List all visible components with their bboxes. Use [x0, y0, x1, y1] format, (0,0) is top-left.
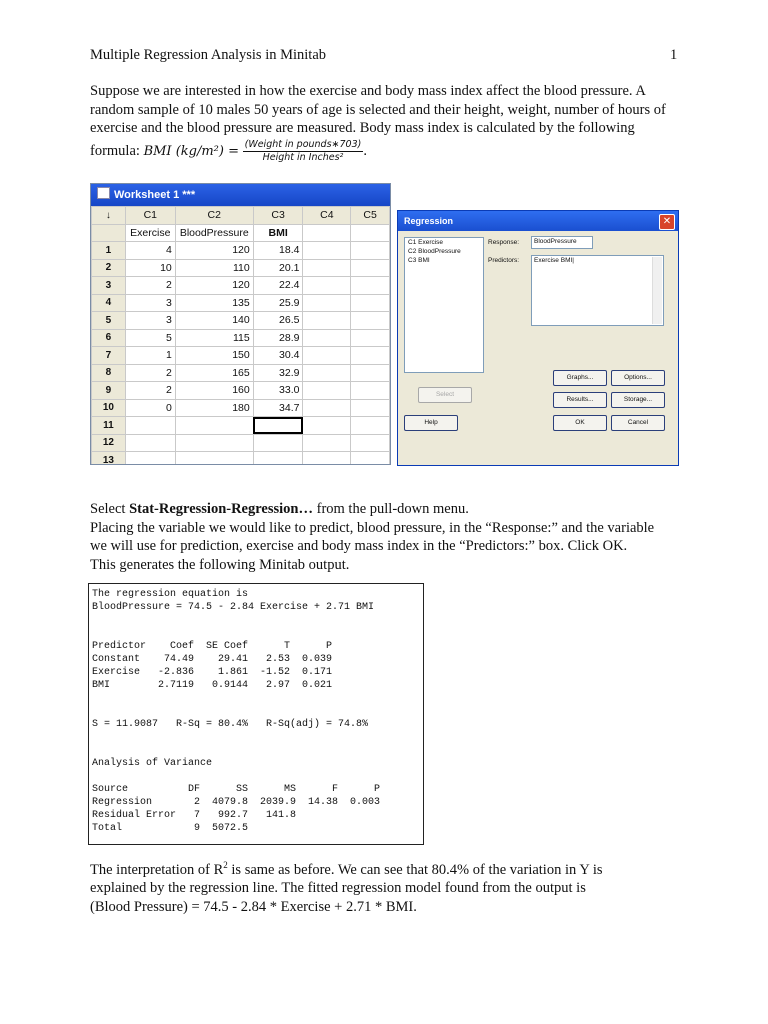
- variable-item[interactable]: C1 Exercise: [408, 239, 444, 246]
- cell-c5[interactable]: [351, 294, 390, 312]
- cell-c5[interactable]: [351, 364, 390, 382]
- response-label: Response:: [488, 239, 520, 246]
- cell-c4[interactable]: [303, 294, 351, 312]
- cell-c4[interactable]: [303, 242, 351, 260]
- cell-bloodpressure[interactable]: 135: [175, 294, 253, 312]
- row-header[interactable]: 7: [92, 347, 126, 365]
- row-header[interactable]: 8: [92, 364, 126, 382]
- cell-bmi[interactable]: 20.1: [253, 259, 303, 277]
- cell-exercise[interactable]: 5: [125, 329, 175, 347]
- cell-bmi[interactable]: 33.0: [253, 382, 303, 400]
- cell-exercise[interactable]: [125, 452, 175, 466]
- cell-bmi[interactable]: [253, 434, 303, 452]
- worksheet-icon: [97, 187, 110, 199]
- conclusion-text: is same as before. We can see that 80.4% of the variation in Y is: [227, 861, 603, 878]
- cell-c4[interactable]: [303, 399, 351, 417]
- column-header-c4[interactable]: C4: [303, 207, 351, 225]
- cell-bloodpressure[interactable]: [175, 434, 253, 452]
- cell-bloodpressure[interactable]: 120: [175, 277, 253, 295]
- cell-bloodpressure[interactable]: 160: [175, 382, 253, 400]
- cell-bloodpressure[interactable]: [175, 417, 253, 435]
- variable-item[interactable]: C3 BMI: [408, 257, 430, 264]
- column-name-c3[interactable]: BMI: [253, 224, 303, 242]
- cell-bloodpressure[interactable]: 120: [175, 242, 253, 260]
- cell-c4[interactable]: [303, 277, 351, 295]
- cell-c4[interactable]: [303, 259, 351, 277]
- worksheet-titlebar[interactable]: [91, 184, 390, 206]
- cell-exercise[interactable]: [125, 434, 175, 452]
- cell-bmi[interactable]: [253, 452, 303, 466]
- cell-c4[interactable]: [303, 364, 351, 382]
- response-input[interactable]: BloodPressure: [531, 236, 593, 249]
- cell-exercise[interactable]: [125, 417, 175, 435]
- conclusion-paragraph: [90, 856, 690, 916]
- storage-button[interactable]: Storage...: [611, 392, 665, 408]
- cell-bloodpressure[interactable]: 140: [175, 312, 253, 330]
- cell-bmi[interactable]: 18.4: [253, 242, 303, 260]
- cell-c4[interactable]: [303, 329, 351, 347]
- instruction-line: Placing the variable we would like to predict, blood pressure, in the “Response:” and the variable: [90, 519, 655, 536]
- cell-bloodpressure[interactable]: 150: [175, 347, 253, 365]
- cell-c4[interactable]: [303, 434, 351, 452]
- formula-line: [90, 139, 690, 164]
- intro-line: random sample of 10 males 50 years of age is selected and their height, weight, number of hours of: [90, 101, 666, 118]
- instruction-text: from the pull-down menu.: [312, 501, 469, 517]
- formula-denominator: Height in Inches²: [262, 151, 344, 163]
- instructions-paragraph: [90, 500, 690, 574]
- cell-c5[interactable]: [351, 347, 390, 365]
- cell-bmi[interactable]: 30.4: [253, 347, 303, 365]
- minitab-output-text: The regression equation is BloodPressure = 74.5 - 2.84 Exercise + 2.71 BMI Predictor Coef SE Coef T P Constant 74.49 29.41 2.53 0.039 Exercise -2.836 1.861 -1.52 0.171 BMI 2.7119 0.9144 2.97 0.021 S = 11.9087 R-Sq = 80.4% R-Sq(adj) = 74.8% Analysis of Variance Source DF SS MS F P Regression 2 4079.8 2039.9 14.38 0.003 Residual Error 7 992.7 141.8 Total 9 5072.5: [92, 589, 381, 834]
- row-header[interactable]: 12: [92, 434, 126, 452]
- cell-exercise[interactable]: 1: [125, 347, 175, 365]
- column-name-c4[interactable]: [303, 224, 351, 242]
- worksheet-row: [92, 417, 390, 435]
- predictors-value: Exercise BMI|: [534, 257, 574, 264]
- row-header[interactable]: 10: [92, 399, 126, 417]
- cell-c4[interactable]: [303, 347, 351, 365]
- row-header[interactable]: 5: [92, 312, 126, 330]
- instruction-text: Select: [90, 501, 130, 517]
- column-header-c2[interactable]: C2: [175, 207, 253, 225]
- superscript-2: 2: [223, 860, 228, 870]
- cell-bmi[interactable]: 22.4: [253, 277, 303, 295]
- formula-end: .: [363, 142, 367, 159]
- row-header[interactable]: 4: [92, 294, 126, 312]
- conclusion-text: The interpretation of R: [90, 861, 224, 878]
- cell-exercise[interactable]: 3: [125, 312, 175, 330]
- menu-path: Stat-Regression-Regression…: [129, 501, 313, 517]
- worksheet-grid: [91, 206, 390, 465]
- worksheet-row: [92, 399, 390, 417]
- worksheet-row: [92, 259, 390, 277]
- dialog-title: Regression: [404, 216, 454, 226]
- graphs-button[interactable]: Graphs...: [553, 370, 607, 386]
- worksheet-row: [92, 382, 390, 400]
- worksheet-row: [92, 277, 390, 295]
- cell-c5[interactable]: [351, 259, 390, 277]
- formula-prefix: formula:: [90, 142, 144, 159]
- cell-exercise[interactable]: 2: [125, 277, 175, 295]
- worksheet-row: [92, 329, 390, 347]
- name-row-header[interactable]: [92, 224, 126, 242]
- page-number: 1: [670, 47, 678, 63]
- cell-exercise[interactable]: 2: [125, 364, 175, 382]
- column-header-c5[interactable]: C5: [351, 207, 390, 225]
- worksheet-row: [92, 312, 390, 330]
- help-button[interactable]: Help: [404, 415, 458, 431]
- conclusion-line: [90, 856, 690, 879]
- cell-bmi[interactable]: [253, 417, 303, 435]
- column-name-c5[interactable]: [351, 224, 390, 242]
- cell-exercise[interactable]: 3: [125, 294, 175, 312]
- cell-exercise[interactable]: 0: [125, 399, 175, 417]
- cancel-button[interactable]: Cancel: [611, 415, 665, 431]
- intro-line: Suppose we are interested in how the exercise and body mass index affect the blood pressure. A: [90, 83, 646, 99]
- cell-c4[interactable]: [303, 312, 351, 330]
- cell-exercise[interactable]: 4: [125, 242, 175, 260]
- formula-fraction: [243, 139, 364, 164]
- cell-c5[interactable]: [351, 242, 390, 260]
- column-header-c3[interactable]: C3: [253, 207, 303, 225]
- regression-dialog: [397, 210, 679, 466]
- row-header[interactable]: 11: [92, 417, 126, 435]
- intro-line: exercise and the blood pressure are measured. Body mass index is calculated by the following: [90, 120, 635, 136]
- column-name-c1[interactable]: Exercise: [125, 224, 175, 242]
- minitab-output-box: [88, 583, 424, 845]
- cell-c5[interactable]: [351, 417, 390, 435]
- cell-bloodpressure[interactable]: [175, 452, 253, 466]
- select-button[interactable]: Select: [418, 387, 472, 403]
- cell-bmi[interactable]: 28.9: [253, 329, 303, 347]
- cell-c5[interactable]: [351, 452, 390, 466]
- cell-c5[interactable]: [351, 382, 390, 400]
- predictors-label: Predictors:: [488, 257, 520, 264]
- predictors-scrollbar[interactable]: [652, 257, 662, 324]
- options-button[interactable]: Options...: [611, 370, 665, 386]
- worksheet-row: [92, 242, 390, 260]
- cell-c4[interactable]: [303, 452, 351, 466]
- conclusion-line: explained by the regression line. The fitted regression model found from the output is: [90, 880, 586, 897]
- worksheet-row: [92, 364, 390, 382]
- row-header[interactable]: 9: [92, 382, 126, 400]
- conclusion-line: (Blood Pressure) = 74.5 - 2.84 * Exercise + 2.71 * BMI.: [90, 898, 417, 915]
- variable-item[interactable]: C2 BloodPressure: [408, 248, 461, 255]
- worksheet-row: [92, 434, 390, 452]
- document-title: Multiple Regression Analysis in Minitab: [90, 47, 327, 63]
- cell-c5[interactable]: [351, 434, 390, 452]
- cell-bmi[interactable]: 26.5: [253, 312, 303, 330]
- formula-numerator: (Weight in pounds∗703): [244, 138, 362, 150]
- cell-bloodpressure[interactable]: 110: [175, 259, 253, 277]
- cell-exercise[interactable]: 10: [125, 259, 175, 277]
- predictors-input[interactable]: [531, 255, 664, 326]
- cell-c5[interactable]: [351, 312, 390, 330]
- cell-bloodpressure[interactable]: 115: [175, 329, 253, 347]
- worksheet-row: [92, 294, 390, 312]
- row-header[interactable]: 3: [92, 277, 126, 295]
- cell-bmi[interactable]: 25.9: [253, 294, 303, 312]
- cell-bloodpressure[interactable]: 165: [175, 364, 253, 382]
- worksheet-row: [92, 452, 390, 466]
- cell-c5[interactable]: [351, 277, 390, 295]
- close-icon[interactable]: ✕: [659, 214, 675, 230]
- row-header[interactable]: 2: [92, 259, 126, 277]
- cell-c5[interactable]: [351, 399, 390, 417]
- worksheet-window: [90, 183, 391, 465]
- instruction-line: we will use for prediction, exercise and body mass index in the “Predictors:” box. Click OK.: [90, 538, 628, 554]
- cell-bmi[interactable]: 34.7: [253, 399, 303, 417]
- intro-paragraph: [90, 82, 690, 164]
- results-button[interactable]: Results...: [553, 392, 607, 408]
- row-header[interactable]: 1: [92, 242, 126, 260]
- formula-lhs: BMI (kg/m²) =: [143, 143, 239, 159]
- ok-button[interactable]: OK: [553, 415, 607, 431]
- worksheet-title: Worksheet 1 ***: [114, 189, 196, 201]
- row-header[interactable]: 13: [92, 452, 126, 466]
- column-header-c1[interactable]: C1: [125, 207, 175, 225]
- dialog-titlebar[interactable]: [398, 211, 678, 231]
- cell-bmi[interactable]: 32.9: [253, 364, 303, 382]
- instruction-line: This generates the following Minitab output.: [90, 556, 350, 573]
- cell-c4[interactable]: [303, 382, 351, 400]
- worksheet-row: [92, 347, 390, 365]
- cell-bloodpressure[interactable]: 180: [175, 399, 253, 417]
- cell-c4[interactable]: [303, 417, 351, 435]
- instruction-line: [90, 500, 690, 519]
- row-header[interactable]: 6: [92, 329, 126, 347]
- variable-list[interactable]: [404, 237, 484, 373]
- column-name-c2[interactable]: BloodPressure: [175, 224, 253, 242]
- cell-exercise[interactable]: 2: [125, 382, 175, 400]
- cell-c5[interactable]: [351, 329, 390, 347]
- column-header-corner[interactable]: ↓: [92, 207, 126, 225]
